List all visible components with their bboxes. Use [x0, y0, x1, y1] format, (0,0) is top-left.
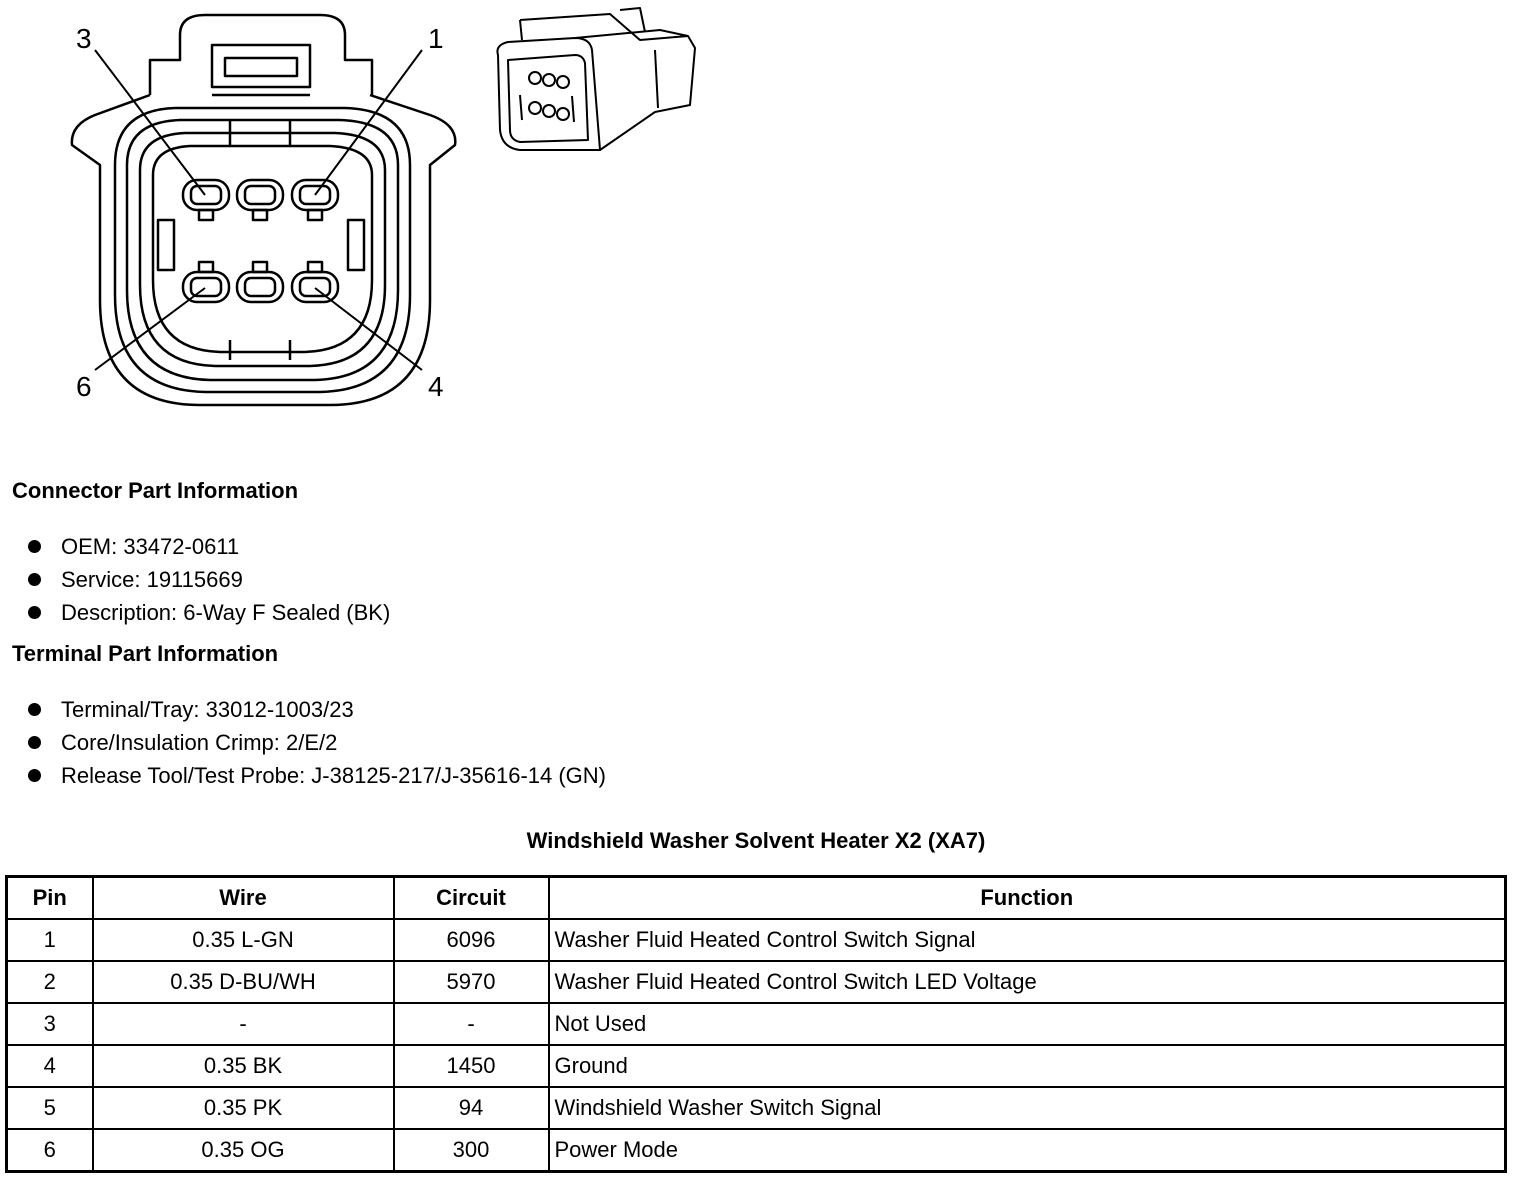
- list-item: [28, 759, 606, 792]
- table-row: [7, 961, 1506, 1003]
- pin-callout-6: 6: [76, 371, 92, 402]
- bullet-icon: [28, 573, 41, 586]
- cell-wire: 0.35 PK: [93, 1087, 394, 1129]
- terminal-crimp: Core/Insulation Crimp: 2/E/2: [61, 730, 338, 755]
- list-item: [28, 726, 606, 759]
- table-row: [7, 1087, 1506, 1129]
- table-title: Windshield Washer Solvent Heater X2 (XA7): [526, 828, 986, 853]
- pinout-table: [5, 875, 1507, 1173]
- cell-circuit: -: [394, 1003, 549, 1045]
- connector-diagram: [0, 0, 720, 420]
- list-item: [28, 596, 390, 629]
- terminal-info-heading: Terminal Part Information: [12, 641, 279, 666]
- cell-circuit: 94: [394, 1087, 549, 1129]
- connector-description: Description: 6-Way F Sealed (BK): [61, 600, 391, 625]
- cell-circuit: 5970: [394, 961, 549, 1003]
- table-row: [7, 1129, 1506, 1172]
- connector-service: Service: 19115669: [61, 567, 243, 592]
- connector-info-list: [28, 530, 390, 629]
- cell-pin: 4: [7, 1045, 93, 1087]
- list-item: [28, 563, 390, 596]
- connector-face: [72, 15, 455, 405]
- cell-function: Windshield Washer Switch Signal: [549, 1087, 1506, 1129]
- cell-wire: 0.35 BK: [93, 1045, 394, 1087]
- list-item: [28, 530, 390, 563]
- header-wire: Wire: [93, 877, 394, 920]
- cell-circuit: 1450: [394, 1045, 549, 1087]
- bullet-icon: [28, 736, 41, 749]
- table-row: [7, 1045, 1506, 1087]
- cell-pin: 6: [7, 1129, 93, 1172]
- bullet-icon: [28, 540, 41, 553]
- bullet-icon: [28, 703, 41, 716]
- table-row: [7, 1003, 1506, 1045]
- terminal-release-tool: Release Tool/Test Probe: J-38125-217/J-35616-14 (GN): [61, 763, 607, 788]
- list-item: [28, 693, 606, 726]
- cell-circuit: 300: [394, 1129, 549, 1172]
- cell-function: Washer Fluid Heated Control Switch Signal: [549, 919, 1506, 961]
- header-circuit: Circuit: [394, 877, 549, 920]
- bullet-icon: [28, 606, 41, 619]
- bullet-icon: [28, 769, 41, 782]
- cell-function: Ground: [549, 1045, 1506, 1087]
- cell-wire: 0.35 OG: [93, 1129, 394, 1172]
- pin-callout-3: 3: [76, 23, 92, 54]
- table-header-row: [7, 877, 1506, 920]
- cell-function: Power Mode: [549, 1129, 1506, 1172]
- cell-pin: 3: [7, 1003, 93, 1045]
- connector-thumbnail: [497, 8, 695, 150]
- cell-wire: 0.35 L-GN: [93, 919, 394, 961]
- terminal-info-list: [28, 693, 606, 792]
- terminal-tray: Terminal/Tray: 33012-1003/23: [61, 697, 354, 722]
- cell-wire: 0.35 D-BU/WH: [93, 961, 394, 1003]
- cell-function: Not Used: [549, 1003, 1506, 1045]
- cell-pin: 1: [7, 919, 93, 961]
- connector-oem: OEM: 33472-0611: [61, 534, 240, 559]
- header-function: Function: [549, 877, 1506, 920]
- connector-info-heading: Connector Part Information: [12, 478, 299, 503]
- pin-callout-1: 1: [428, 23, 444, 54]
- cell-function: Washer Fluid Heated Control Switch LED Voltage: [549, 961, 1506, 1003]
- table-row: [7, 919, 1506, 961]
- pin-callout-4: 4: [428, 371, 444, 402]
- cell-pin: 5: [7, 1087, 93, 1129]
- cell-wire: -: [93, 1003, 394, 1045]
- cell-pin: 2: [7, 961, 93, 1003]
- cell-circuit: 6096: [394, 919, 549, 961]
- header-pin: Pin: [7, 877, 93, 920]
